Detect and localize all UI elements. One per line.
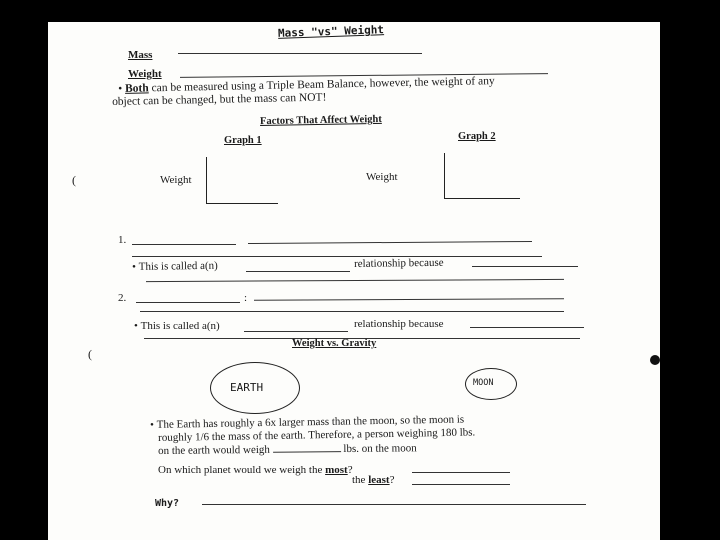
stray-mark-left-1: ( [72, 173, 76, 187]
item1-called: • This is called a(n) [132, 259, 218, 273]
item2-colon: : [244, 292, 248, 304]
graph1-title: Graph 1 [224, 135, 262, 146]
item1-answer-line-b[interactable] [132, 256, 542, 257]
item1-factor-line[interactable] [132, 244, 236, 245]
item1-because-line-a[interactable] [472, 266, 578, 267]
graph1-y-axis [206, 157, 207, 203]
weight-label: Weight [128, 68, 162, 80]
stray-mark-left-2: ( [88, 347, 92, 361]
paragraph-line3-a: on the earth would weigh [158, 443, 270, 457]
item2-because-line-a[interactable] [470, 327, 584, 328]
paragraph-line3-b: lbs. on the moon [343, 442, 417, 456]
both-note-line1: • Both can be measured using a Triple Beam Balance, however, the weight of any [118, 75, 495, 95]
item1-relationship-blank[interactable] [246, 271, 350, 272]
question-least-prefix: the [352, 474, 366, 486]
both-note-rest: can be measured using a Triple Beam Balance, however, the weight of any [151, 75, 495, 95]
item2-called: • This is called a(n) [134, 320, 220, 332]
least-answer-line[interactable] [412, 484, 510, 485]
item2-factor-line[interactable] [136, 302, 240, 303]
graph2-y-axis [444, 153, 445, 198]
paragraph-line3 [158, 441, 417, 458]
question-least-word: least [368, 474, 390, 486]
paragraph-line1-text: The Earth has roughly a 6x larger mass than the moon, so the moon is [156, 413, 465, 431]
item2-called-suffix: relationship because [354, 318, 444, 330]
graph2-x-axis [444, 198, 520, 199]
moon-weight-blank[interactable] [273, 442, 341, 453]
question-least-end: ? [389, 474, 395, 486]
most-answer-line[interactable] [412, 472, 510, 473]
graph1-y-label: Weight [160, 174, 192, 186]
earth-label: EARTH [230, 381, 264, 394]
question-most-word: most [325, 464, 348, 476]
worksheet-title: Mass "vs" Weight [277, 23, 385, 40]
graph2-y-label: Weight [366, 171, 398, 183]
question-most-end: ? [347, 464, 353, 476]
question-most [158, 464, 353, 477]
item1-called-prefix: This is called a(n) [138, 259, 218, 273]
item2-relationship-blank[interactable] [244, 331, 348, 332]
item2-answer-line-b[interactable] [140, 311, 564, 312]
gravity-heading: Weight vs. Gravity [292, 338, 377, 349]
factors-heading: Factors That Affect Weight [259, 113, 382, 128]
paragraph-line2: roughly 1/6 the mass of the earth. Therefore, a person weighing 180 lbs. [158, 426, 476, 444]
item1-called-suffix: relationship because [354, 256, 444, 270]
item2-answer-line-a[interactable] [254, 298, 564, 301]
item2-number: 2. [118, 292, 127, 304]
paragraph-line1: • The Earth has roughly a 6x larger mass than the moon, so the moon is [150, 413, 465, 431]
item1-number: 1. [118, 234, 127, 246]
item2-called-prefix: This is called a(n) [140, 320, 220, 332]
question-prefix: On which planet would we weigh the [158, 464, 323, 476]
hole-punch-mark [650, 355, 660, 365]
both-bold-word: Both [124, 82, 149, 95]
why-label: Why? [155, 498, 180, 509]
why-answer-line[interactable] [202, 504, 586, 505]
mass-answer-line[interactable] [178, 53, 422, 54]
item1-answer-line-a[interactable] [248, 241, 532, 244]
mass-label: Mass [128, 49, 153, 61]
worksheet-page [48, 22, 660, 540]
item1-because-line-b[interactable] [146, 279, 564, 282]
both-note-line2: object can be changed, but the mass can NOT! [112, 91, 327, 108]
question-least [352, 474, 394, 487]
graph2-title: Graph 2 [458, 131, 496, 142]
graph1-x-axis [206, 203, 278, 204]
moon-label: MOON [473, 378, 494, 388]
